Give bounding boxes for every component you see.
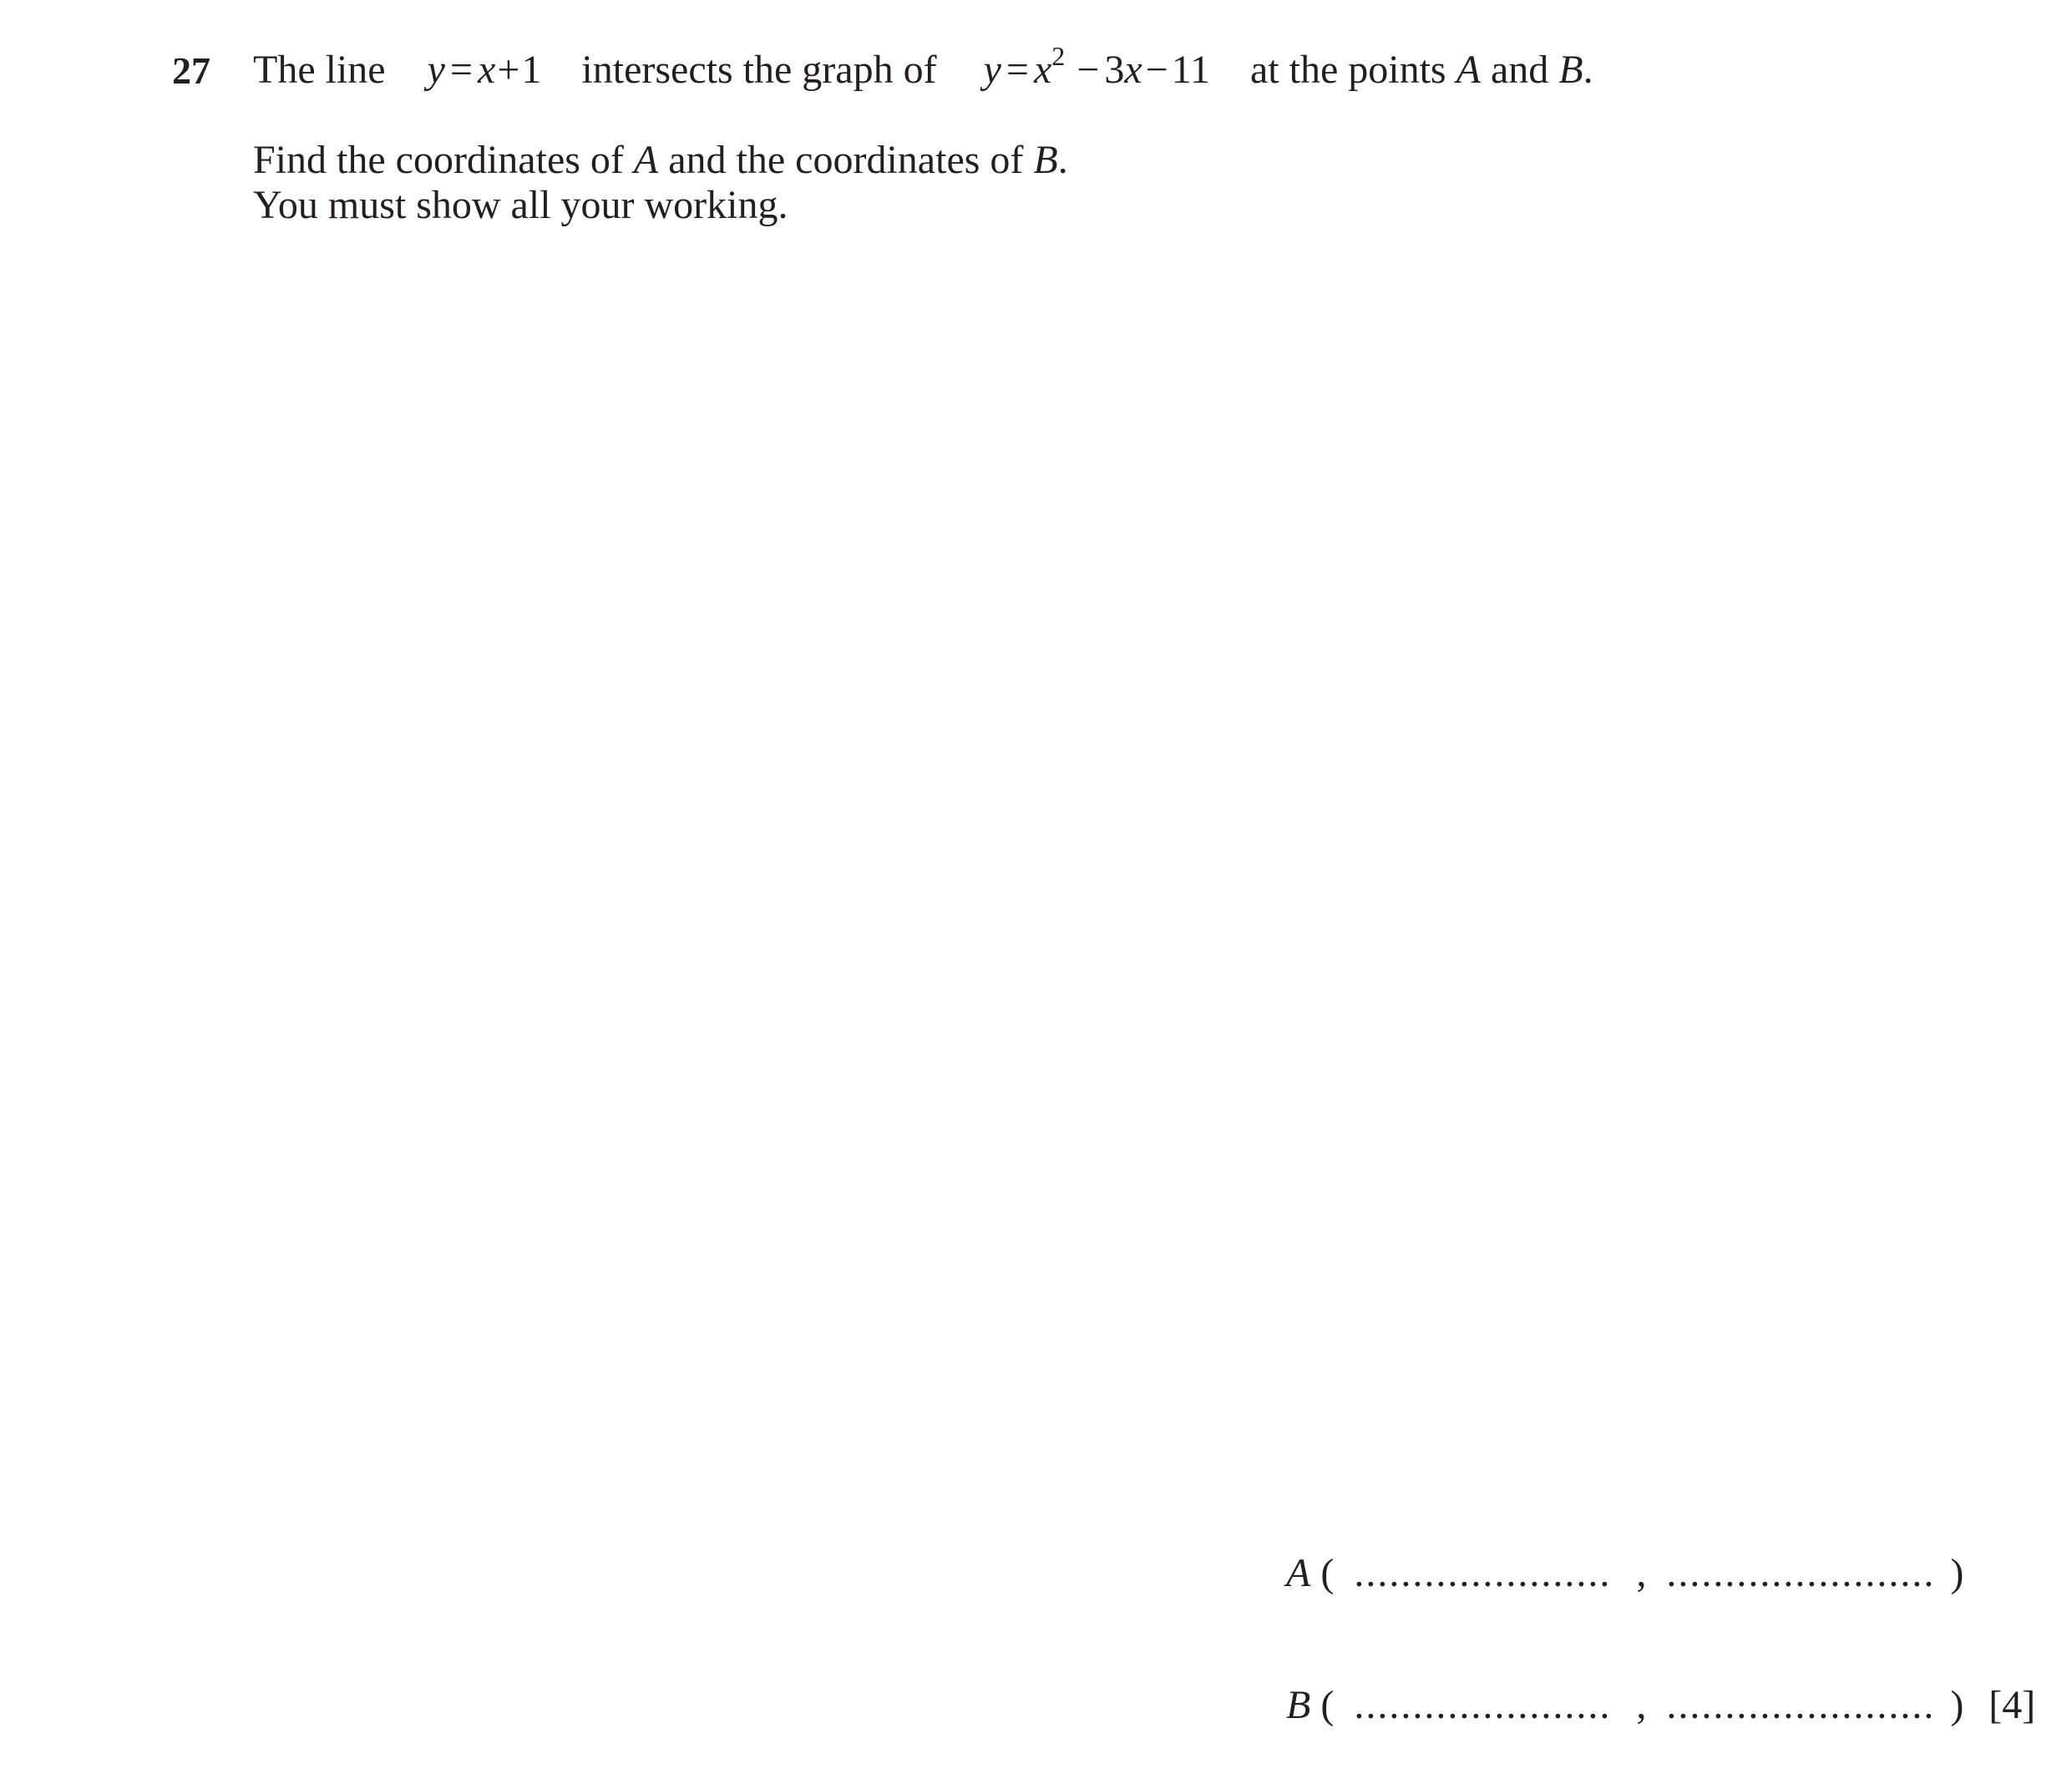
line-eq-constant: 1 (521, 48, 542, 92)
line2-point-b: B (1033, 138, 1058, 182)
curve-eq-x: x (1033, 48, 1052, 92)
point-b-ref: B (1558, 48, 1583, 92)
curve-eq-minus-1: − (1077, 48, 1100, 92)
line1-suffix: at the points (1249, 48, 1446, 92)
curve-eq-y: y (983, 48, 1001, 92)
answer-line-a (1286, 1553, 1963, 1594)
answer-a-open-paren: ( (1320, 1551, 1335, 1595)
line1-and: and (1490, 48, 1549, 92)
point-a-ref: A (1456, 48, 1481, 92)
question-line-1 (253, 41, 1593, 92)
line-equation (428, 48, 552, 92)
answer-line-b (1286, 1685, 2035, 1726)
marks-indicator: [4] (1988, 1683, 2036, 1727)
curve-eq-exponent: 2 (1051, 41, 1066, 71)
curve-eq-minus-2: − (1145, 48, 1168, 92)
answer-a-close-paren: ) (1950, 1551, 1964, 1595)
answer-b-x-field[interactable]: ...................... (1354, 1683, 1612, 1727)
line-eq-equals: = (449, 48, 473, 92)
curve-eq-x-linear: x (1124, 48, 1142, 92)
question-line-3: You must show all your working. (253, 183, 788, 227)
line1-middle: intersects the graph of (581, 48, 937, 92)
line-eq-x: x (478, 48, 496, 92)
answer-b-comma: , (1636, 1683, 1647, 1727)
curve-eq-equals: = (1006, 48, 1029, 92)
answer-a-comma: , (1636, 1551, 1647, 1595)
question-number: 27 (172, 49, 210, 92)
line2-point-a: A (633, 138, 659, 182)
answer-b-close-paren: ) (1950, 1683, 1964, 1727)
answer-b-open-paren: ( (1320, 1683, 1335, 1727)
line2-prefix: Find the coordinates of (253, 138, 624, 182)
curve-eq-coefficient: 3 (1104, 48, 1125, 92)
curve-eq-constant: 11 (1171, 48, 1210, 92)
line2-end: . (1057, 138, 1068, 182)
curve-equation (983, 41, 1220, 92)
line2-middle: and the coordinates of (668, 138, 1024, 182)
line1-prefix: The line (253, 48, 386, 92)
line-eq-plus: + (497, 48, 520, 92)
answer-a-x-field[interactable]: ...................... (1354, 1551, 1612, 1595)
answer-a-label: A (1286, 1551, 1311, 1595)
line1-end: . (1583, 48, 1593, 92)
answer-a-y-field[interactable]: ....................... (1666, 1551, 1936, 1595)
answer-b-y-field[interactable]: ....................... (1666, 1683, 1936, 1727)
question-line-2 (253, 140, 1068, 180)
line-eq-y: y (427, 48, 445, 92)
answer-b-label: B (1286, 1683, 1311, 1727)
